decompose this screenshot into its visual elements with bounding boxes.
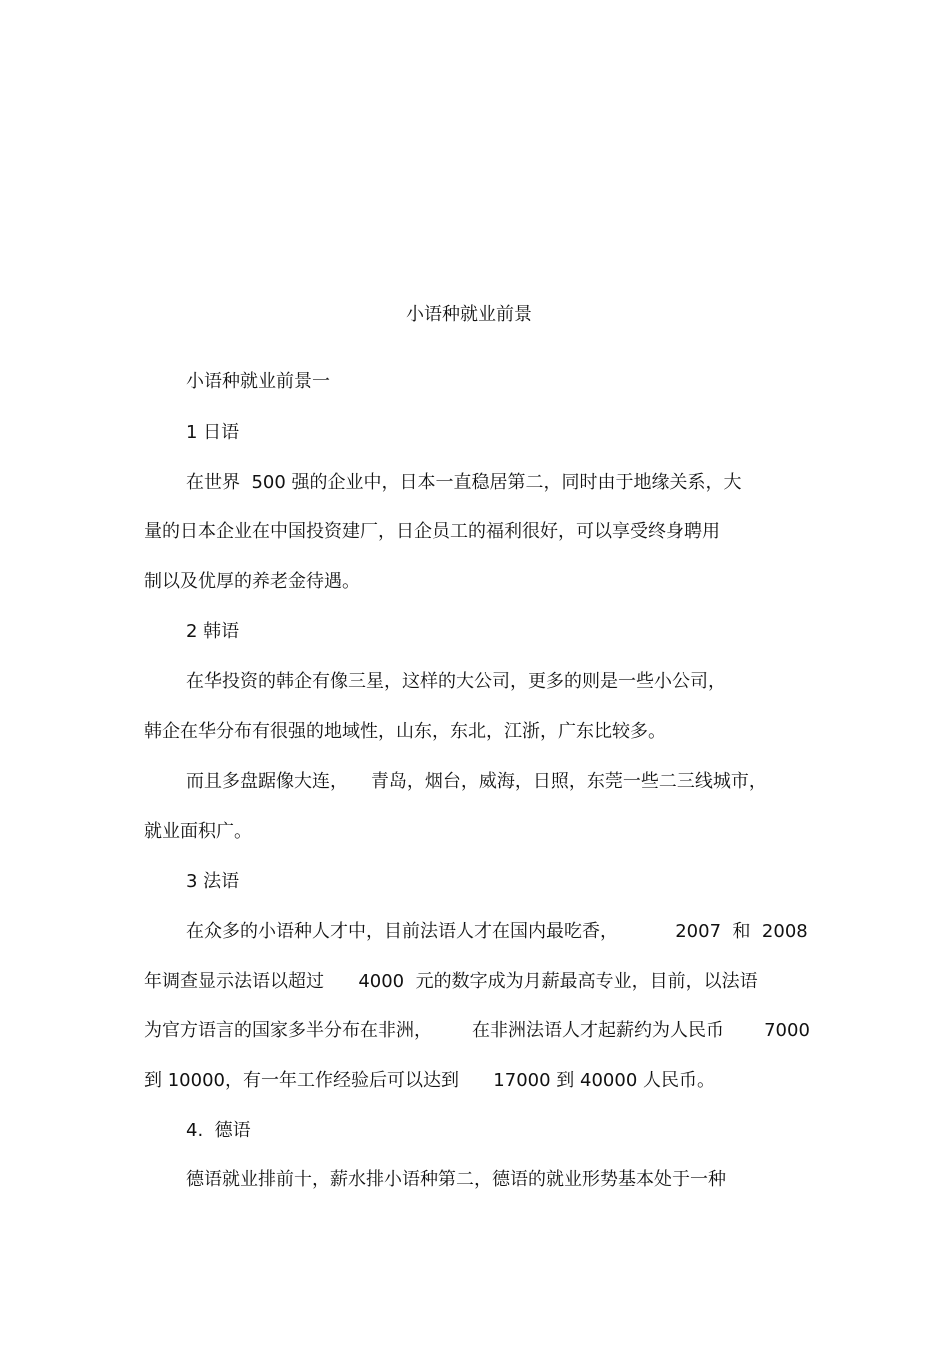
subheading-french: 3 法语 <box>186 871 240 892</box>
paragraph-line: 在世界 500 强的企业中，日本一直稳居第二，同时由于地缘关系，大 <box>186 472 742 493</box>
subheading-korean: 2 韩语 <box>186 621 240 642</box>
paragraph-line: 而且多盘踞像大连， 青岛，烟台，威海，日照，东莞一些二三线城市， <box>186 771 767 792</box>
paragraph-line: 年调查显示法语以超过 4000 元的数字成为月薪最高专业，目前，以法语 <box>144 971 758 992</box>
subheading-japanese: 1 日语 <box>186 422 240 443</box>
subheading-german: 4. 德语 <box>186 1120 251 1141</box>
document-title: 小语种就业前景 <box>406 304 532 325</box>
paragraph-line: 在众多的小语种人才中，目前法语人才在国内最吃香， 2007 和 2008 <box>186 921 808 942</box>
paragraph-line: 德语就业排前十，薪水排小语种第二，德语的就业形势基本处于一种 <box>186 1169 726 1190</box>
paragraph-line: 量的日本企业在中国投资建厂，日企员工的福利很好，可以享受终身聘用 <box>144 521 720 542</box>
paragraph-line: 韩企在华分布有很强的地域性，山东，东北，江浙，广东比较多。 <box>144 721 666 742</box>
paragraph-line: 制以及优厚的养老金待遇。 <box>144 571 360 592</box>
paragraph-line: 在华投资的韩企有像三星，这样的大公司，更多的则是一些小公司， <box>186 671 726 692</box>
paragraph-line: 为官方语言的国家多半分布在非洲， 在非洲法语人才起薪约为人民币 7000 <box>144 1020 810 1041</box>
paragraph-line: 到 10000，有一年工作经验后可以达到 17000 到 40000 人民币。 <box>144 1070 715 1091</box>
section-heading: 小语种就业前景一 <box>186 371 330 392</box>
paragraph-line: 就业面积广。 <box>144 821 252 842</box>
